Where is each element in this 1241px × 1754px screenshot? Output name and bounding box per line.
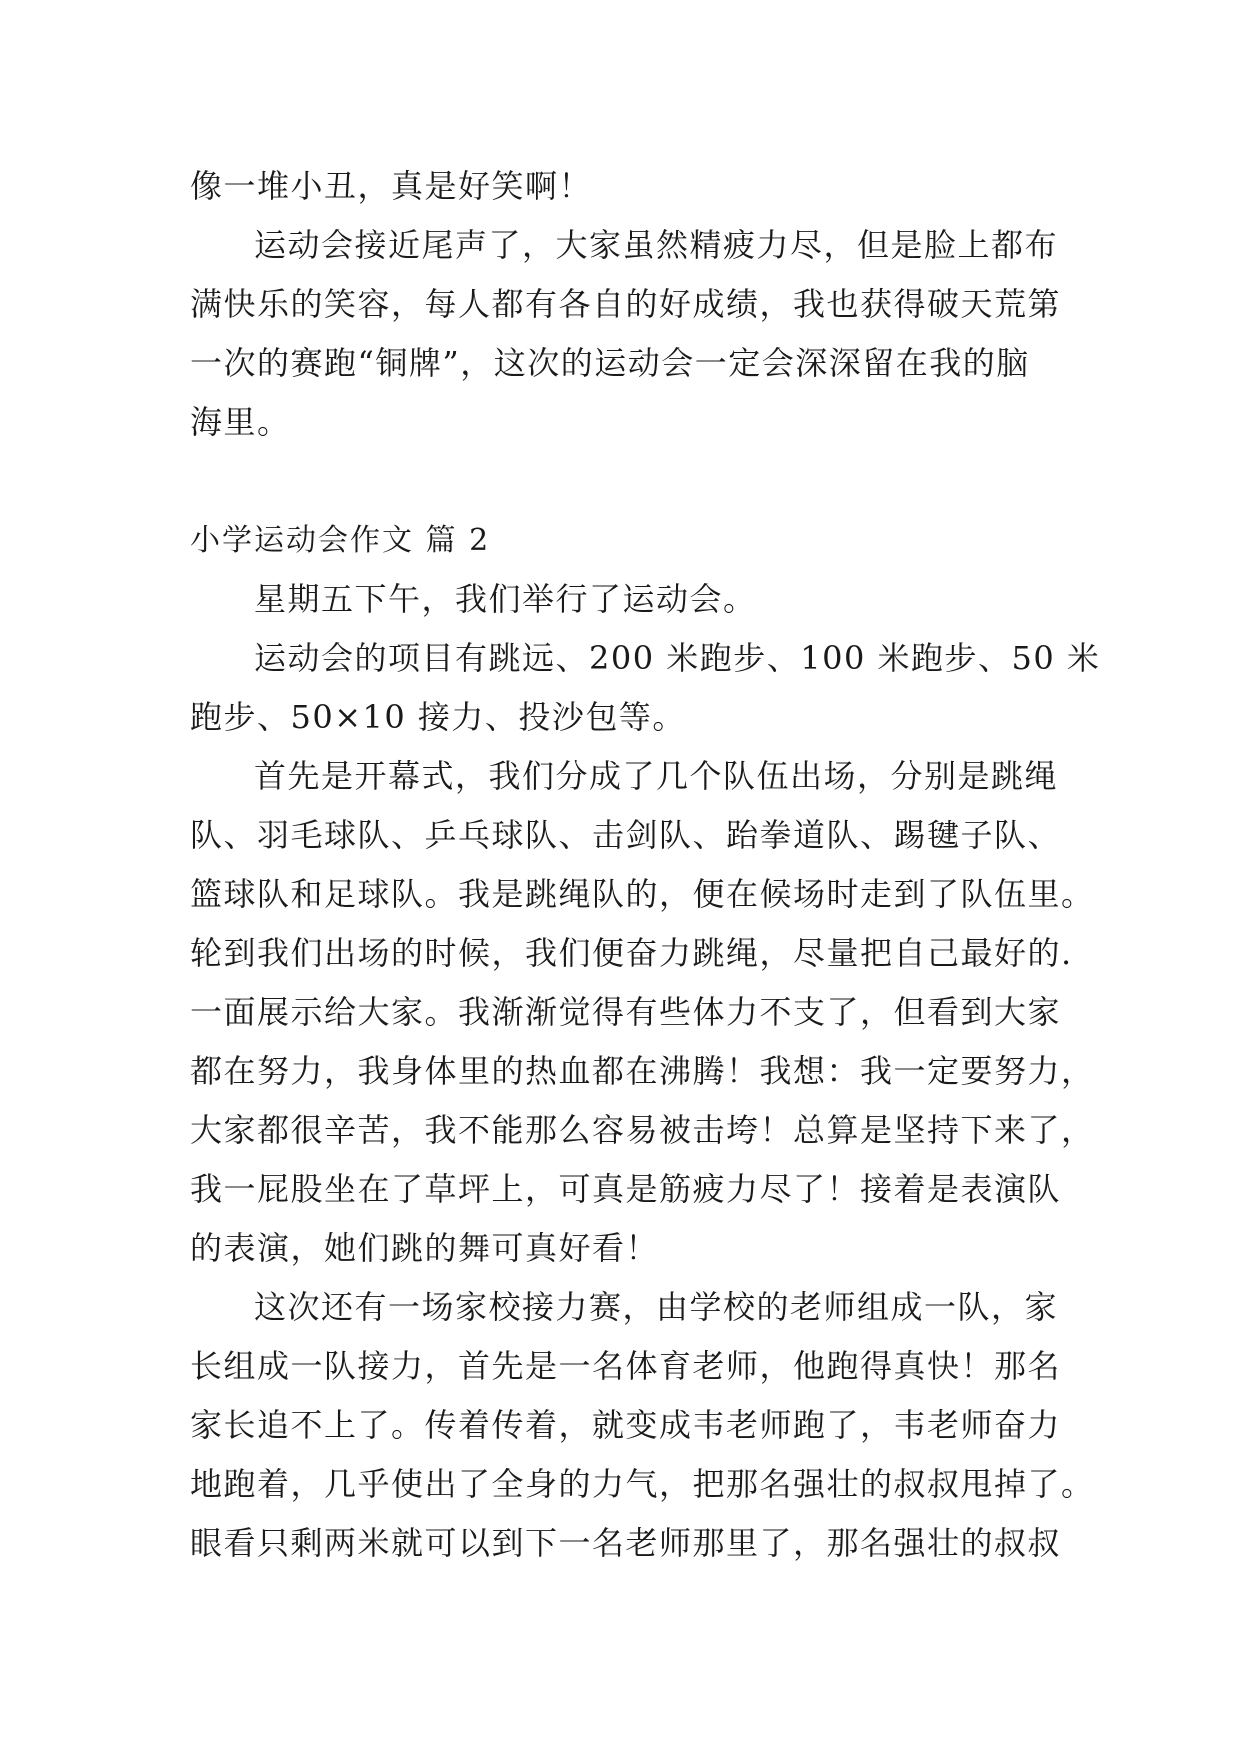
text-line: 一次的赛跑“铜牌”，这次的运动会一定会深深留在我的脑 — [190, 344, 1030, 382]
text-line: 这次还有一场家校接力赛，由学校的老师组成一队，家 — [254, 1288, 1059, 1326]
text-line: 大家都很辛苦，我不能那么容易被击垮！总算是坚持下来了， — [190, 1111, 1095, 1149]
text-line: 像一堆小丑，真是好笑啊！ — [190, 167, 593, 205]
text-line: 满快乐的笑容，每人都有各自的好成绩，我也获得破天荒第 — [190, 285, 1062, 323]
text-line: 的表演，她们跳的舞可真好看！ — [190, 1229, 660, 1267]
text-line: 运动会接近尾声了，大家虽然精疲力尽，但是脸上都布 — [254, 226, 1059, 264]
text-line: 跑步、50×10 接力、投沙包等。 — [190, 698, 686, 736]
text-line: 长组成一队接力，首先是一名体育老师，他跑得真快！那名 — [190, 1347, 1062, 1385]
text-line: 我一屁股坐在了草坪上，可真是筋疲力尽了！接着是表演队 — [190, 1170, 1062, 1208]
text-line: 篮球队和足球队。我是跳绳队的，便在候场时走到了队伍里。 — [190, 875, 1095, 913]
section-heading: 小学运动会作文 篇 2 — [190, 523, 491, 558]
text-line: 家长追不上了。传着传着，就变成韦老师跑了，韦老师奋力 — [190, 1406, 1062, 1444]
section-gap — [190, 452, 1060, 511]
text-line: 眼看只剩两米就可以到下一名老师那里了，那名强壮的叔叔 — [190, 1524, 1062, 1562]
text-line: 轮到我们出场的时候，我们便奋力跳绳，尽量把自己最好的. — [190, 934, 1073, 972]
document-body — [190, 157, 1101, 1573]
text-line: 都在努力，我身体里的热血都在沸腾！我想：我一定要努力， — [190, 1052, 1095, 1090]
text-line: 运动会的项目有跳远、200 米跑步、100 米跑步、50 米 — [254, 639, 1101, 677]
text-line: 队、羽毛球队、乒乓球队、击剑队、跆拳道队、踢毽子队、 — [190, 816, 1062, 854]
text-line: 一面展示给大家。我渐渐觉得有些体力不支了，但看到大家 — [190, 993, 1062, 1031]
text-line: 海里。 — [190, 403, 291, 441]
text-line: 地跑着，几乎使出了全身的力气，把那名强壮的叔叔甩掉了。 — [190, 1465, 1095, 1503]
text-line: 首先是开幕式，我们分成了几个队伍出场，分别是跳绳 — [254, 757, 1059, 795]
text-line: 星期五下午，我们举行了运动会。 — [254, 580, 757, 618]
